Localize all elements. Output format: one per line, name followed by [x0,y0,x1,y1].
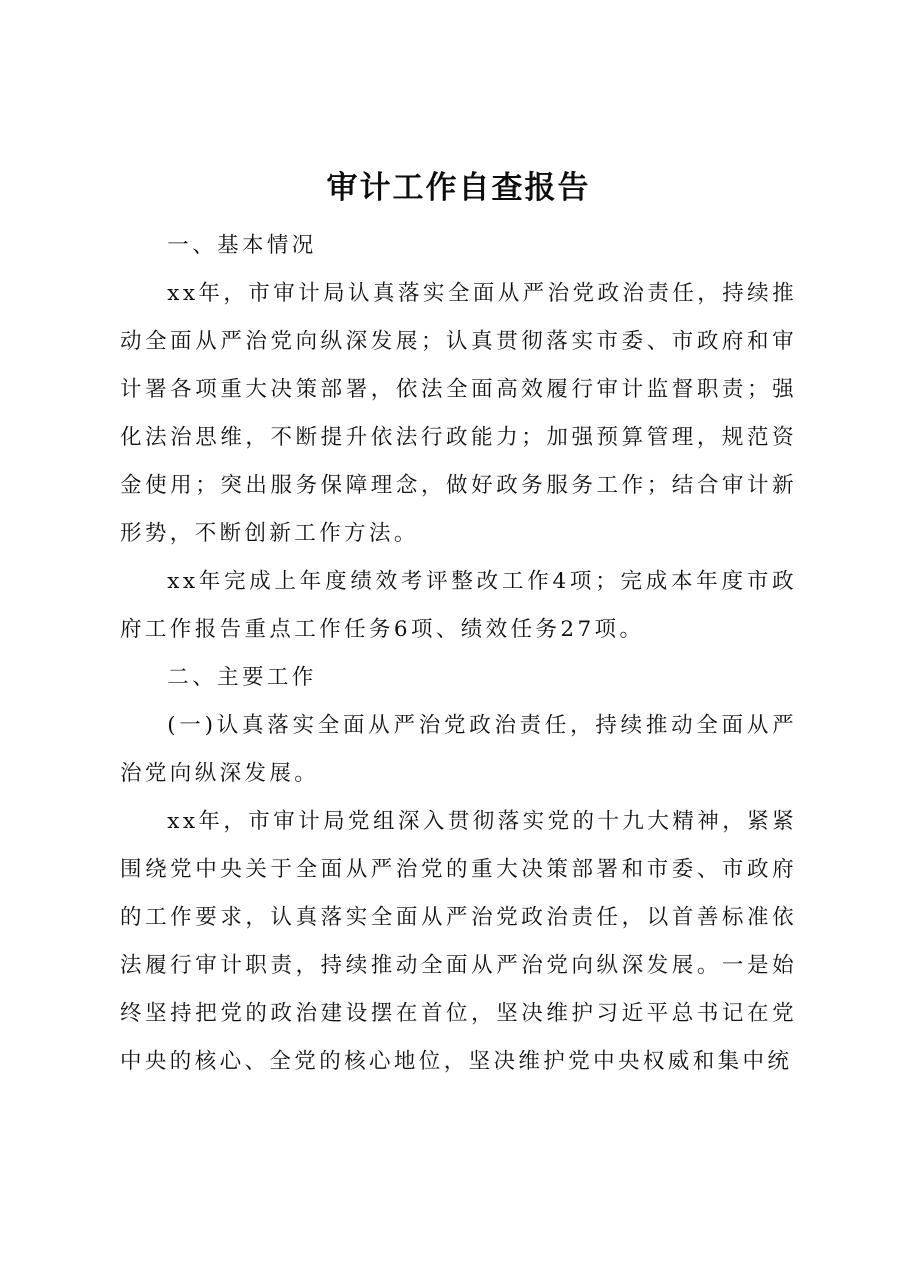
paragraph-task-completion: xx年完成上年度绩效考评整改工作4项；完成本年度市政府工作报告重点工作任务6项、绩效任务27项。 [120,569,797,642]
subsection-heading-party-governance: (一)认真落实全面从严治党政治责任，持续推动全面从严治党向纵深发展。 [120,713,797,786]
document-body [120,222,797,1086]
section-heading-main-work: 二、主要工作 [167,665,317,690]
paragraph-overview: xx年，市审计局认真落实全面从严治党政治责任，持续推动全面从严治党向纵深发展；认真贯彻落实市委、市政府和审计署各项重大决策部署，依法全面高效履行审计监督职责；强化法治思维，不断提升依法行政能力；加强预算管理，规范资金使用；突出服务保障理念，做好政务服务工作；结合审计新形势，不断创新工作方法。 [120,281,797,546]
section-heading-basic-situation: 一、基本情况 [167,233,317,258]
document-title: 审计工作自查报告 [326,170,591,206]
paragraph-party-governance: xx年，市审计局党组深入贯彻落实党的十九大精神，紧紧围绕党中央关于全面从严治党的重大决策部署和市委、市政府的工作要求，认真落实全面从严治党政治责任，以首善标准依法履行审计职责，持续推动全面从严治党向纵深发展。一是始终坚持把党的政治建设摆在首位，坚决维护习近平总书记在党中央的核心、全党的核心地位，坚决维护党中央权威和集中统 [120,809,797,1074]
